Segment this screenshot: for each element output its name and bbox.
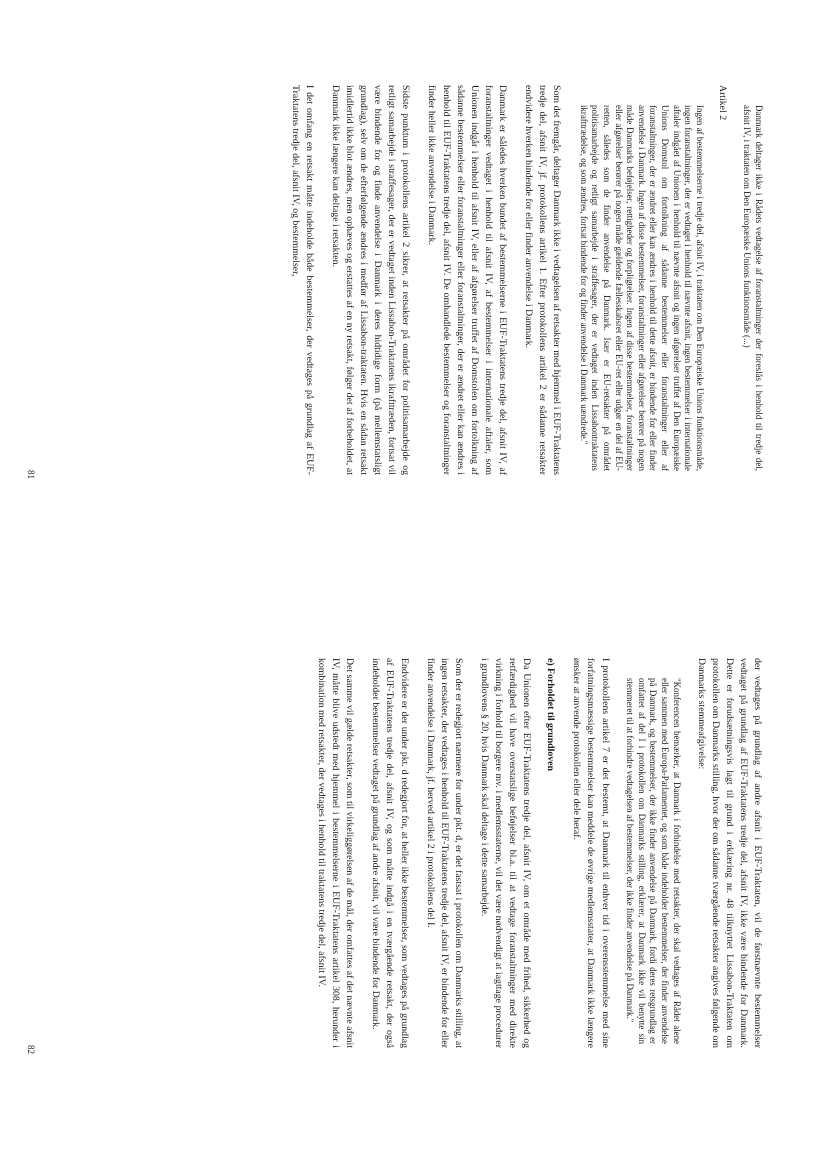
section-heading: e) Forholdet til grundloven [545,658,557,771]
page-81-text-column [276,85,764,475]
article-2-heading: Artikel 2 [716,85,728,121]
paragraph: Det samme vil gælde retsakter, som til virkeliggørelsen af de mål, der omfattes af det nævnte afsnit IV, måtte blive udstedt med hjemmel i bestemmelserne i EUF-Traktatens artikel 308, herunder i kombination med retsakter, der vedtages i henhold til traktatens tredje del, afsnit IV. [316,658,356,1048]
quote-intro: Danmark deltager ikke i Rådets vedtagelse af foranstaltninger der foreslås i henhold til tredje del, afsnit IV, i traktaten om Den Europæiske Unions funktionsmåde (...) [742,105,764,471]
paragraph: Som det fremgår, deltager Danmark ikke i vedtagelsen af retsakter med hjemmel i EUF-Traktatens tredje del, afsnit IV, jf. protokollens artikel 1. Efter protokollens artikel 2 er sådanne retsakter endvidere hverken bindende for eller finder anvendelse i Danmark. [523,85,563,475]
paragraph: I protokollens artikel 7 er det bestemt, at Danmark til enhver tid i overensstemmelse med sine forfatningsmæssige bestemmelser kan meddele de øvrige medlemsstater, at Danmark ikke længere ønsker at anvende protokollen eller dele heraf. [571,658,611,1048]
page-81 [0,0,826,584]
page-number: 82 [26,1045,36,1054]
paragraph: Sidste punktum i protokollens artikel 2 sikrer, at retsakter på området for politisamarbejde og retligt samarbejde i straffesager, der er vedtaget inden Lissabon-Traktatens ikrafttræden, fortsat vil være bindende for og finde anvendelse i Danmark i deres hidtidige form (på mellemstatsligt grundlag), selv om de efterfølgende ændres i medfør af Lissabon-traktaten. Hvis en sådan retsakt imidlertid ikke blot ændres, men ophæves og erstattes af en ny retsakt, følger det af forbeholdet, at Danmark ikke længere kan deltage i retsakten. [329,85,412,475]
paragraph: Endvidere er der under pkt. d redegjort for, at heller ikke bestemmelser, som vedtages på grundlag af EUF-Traktatens tredje del, afsnit IV, og som måtte indgå i en tværgående retsakt, der også indeholder bestemmelser vedtaget på grundlag af andre afsnit, vil være bindende for Danmark. [370,658,410,1048]
paragraph: der vedtages på grundlag af andre afsnit i EUF-Traktaten, vil de førstnævnte bestemmelser vedtaget på grundlag af EUF-Traktatens tredje del, afsnit IV, ikke være bindende for Danmark. Dette er forudsætningsvis lagt til grund i erklæring nr. 48 tilknyttet Lissabon-Traktaten om protokollen om Danmarks stilling, hvor der om sådanne tværgående retsakter angives følgende om Danmarks stemmeafgivelse: [695,658,763,1048]
page-82-text-column [302,658,764,1048]
paragraph: Som der er redegjort nærmere for under pkt. d, er det fastsat i protokollen om Danmarks stilling, at ingen retsakter, der vedtages i henhold til EUF-Traktatens tredje del, afsnit IV, er bindende for eller finder anvendelse i Danmark, jf. herved artikel 2 i protokollens del I. [424,658,464,1048]
page-82 [0,585,826,1169]
paragraph: Da Unionen efter EUF-Traktatens tredje del, afsnit IV, om et område med frihed, sikkerhed og retfærdighed vil have overstatslige beføjelser bl.a. til at vedtage foranstaltninger med direkte virkning i forhold til borgere mv. i medlemsstaterne, vil det være nødvendigt at iagttage procedurer i grundlovens § 20, hvis Danmark skal deltage i dette samarbejde. [478,658,533,1048]
page-number: 81 [26,470,36,479]
paragraph: Danmark er således hverken bundet af bestemmelserne i EUF-Traktatens tredje del, afsnit IV, af foranstaltninger vedtaget i henhold til afsnit IV, af bestemmelser i internationale aftaler, som Unionen indgår i henhold til afsnit IV, eller af afgørelser truffet af Domstolen om fortolkning af sådanne bestemmelser eller foranstaltninger eller foranstaltninger, der er ændret eller kan ændres i henhold til EUF-Traktatens tredje del, afsnit IV. De omhandlede bestemmelser og foranstaltninger finder heller ikke anvendelse i Danmark. [426,85,508,475]
paragraph: I det omfang en retsakt måtte indeholde både bestemmelser, der vedtages på grundlag af EUF-Traktatens tredje del, afsnit IV, og bestemmelser, [289,85,315,475]
quote-article-2: Ingen af bestemmelserne i tredje del, afsnit IV, i traktaten om Den Europæiske Unions funktionsmåde, ingen foranstaltninger, der er vedtaget i henhold til nævnte afsnit, ingen bestemmelser i internationale aftaler indgået af Unionen i henhold til nævnte afsnit og ingen afgørelser truffet af Den Europæiske Unions Domstol om fortolkning af sådanne bestemmelser eller foranstaltninger eller af foranstaltninger, der er ændret eller kan ændres i henhold til dette afsnit, er bindende for eller finder anvendelse i Danmark. Ingen af disse bestemmelser, foranstaltninger eller afgørelser berører på nogen måde Danmarks beføjelser, rettigheder og forpligtelser. Ingen af disse bestemmelser, foranstaltninger eller afgørelser berører på nogen måde gældende fællesskabsret eller EU-ret eller udgør en del af EU-retten, således som de finder anvendelse på Danmark. Især er EU-retsakter på området politisamarbejde og retligt samarbejde i straffesager, der er vedtaget inden Lissabontraktatens ikrafttrædelse, og som ændres, fortsat bindende for og finder anvendelse i Danmark uændrede." [578,105,705,471]
quote-declaration-48: "Konferencen bemærker, at Danmark i forbindelse med retsakter, der skal vedtages af Rådet alene eller sammen med Europa-Parlamentet, og som både indeholder bestemmelser, der finder anvendelse på Danmark, og bestemmelser, der ikke finder anvendelse på Danmark, fordi deres retsgrundlag er omfattet af del I i protokollen om Danmarks stilling, erklærer, at Danmark ikke vil benytte sin stemmeret til at forhindre vedtagelsen af bestemmelser, der ikke finder anvendelse på Danmark." [625,678,682,1044]
